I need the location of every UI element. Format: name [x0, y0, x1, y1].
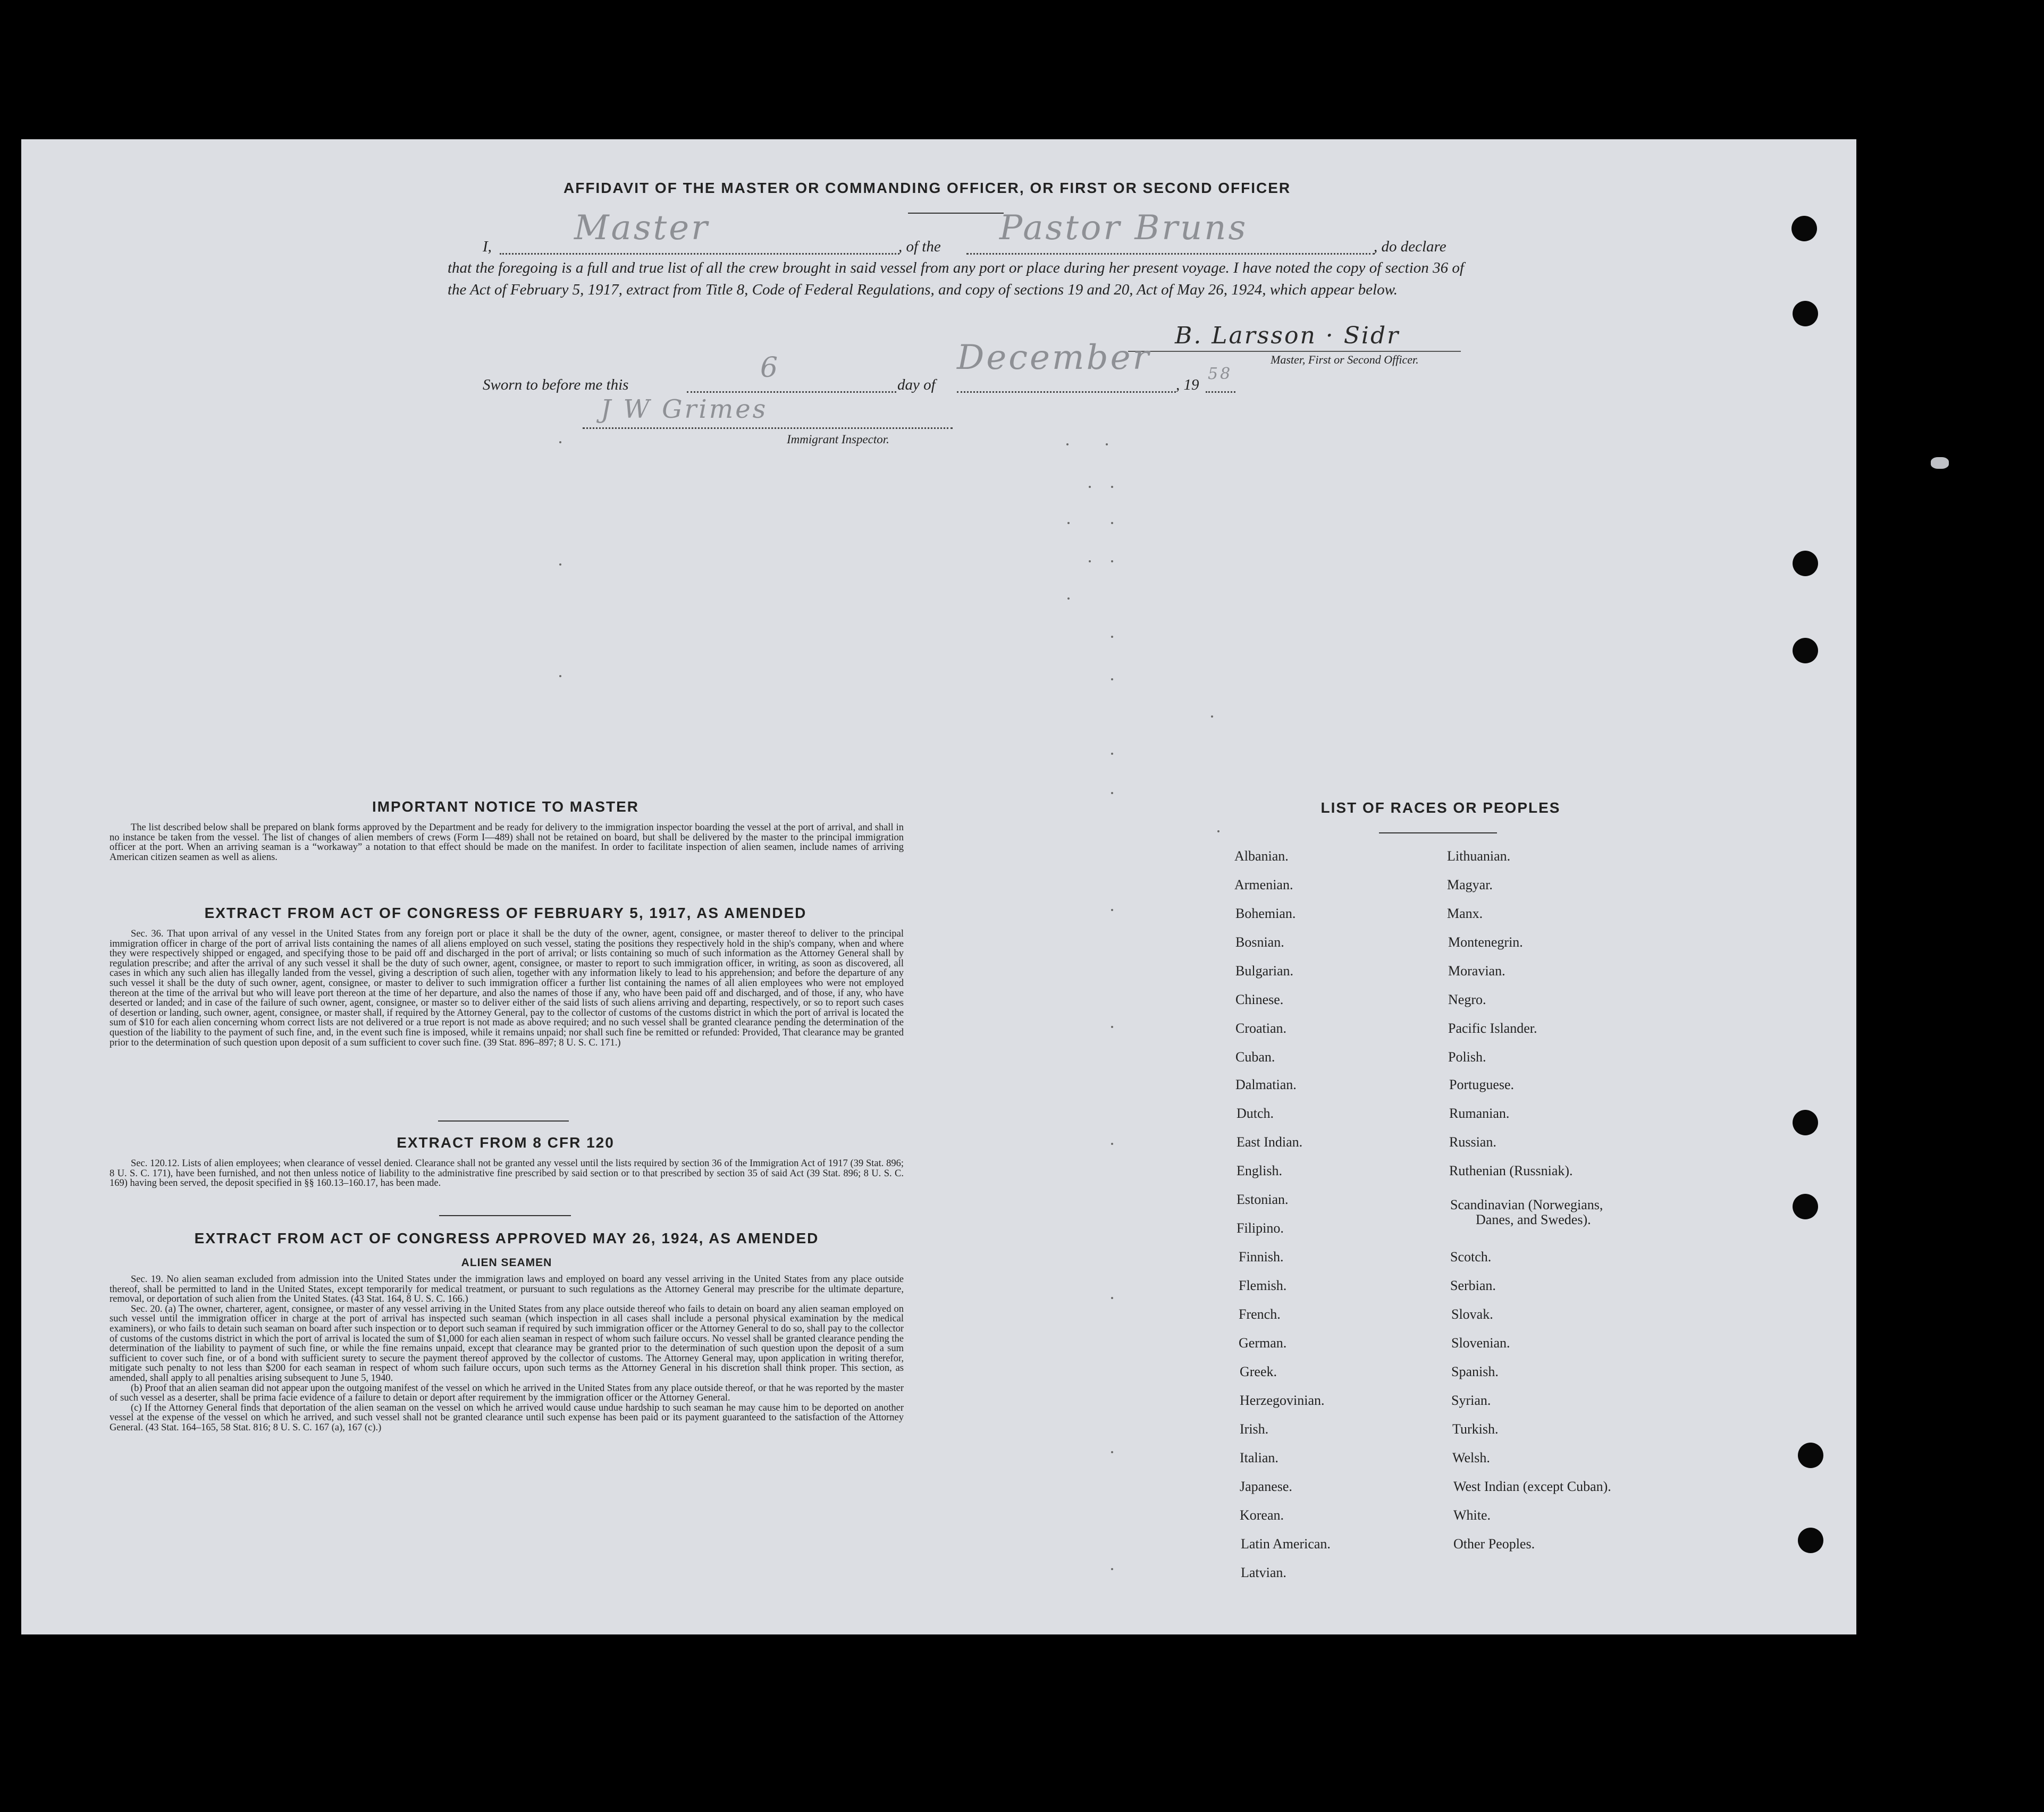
race-item: Slovenian.	[1451, 1335, 1510, 1351]
scan-dot	[1106, 443, 1108, 445]
scan-dot	[1089, 560, 1091, 562]
race-item: Spanish.	[1451, 1364, 1499, 1379]
race-item: Ruthenian (Russniak).	[1449, 1163, 1573, 1178]
race-item: Danes, and Swedes).	[1476, 1212, 1591, 1227]
race-item: French.	[1239, 1307, 1281, 1322]
races-title-divider	[1379, 832, 1497, 833]
punch-hole	[1793, 1110, 1818, 1135]
race-item: Negro.	[1448, 992, 1486, 1007]
handwritten-sworn-month: December	[957, 338, 1151, 377]
master-signature: B. Larsson · Sidr	[1175, 322, 1400, 349]
scan-dot	[1111, 753, 1113, 755]
race-item: Dutch.	[1237, 1106, 1274, 1121]
race-item: Armenian.	[1234, 877, 1293, 892]
notice-title: IMPORTANT NOTICE TO MASTER	[372, 798, 640, 815]
extract-8cfr-title: EXTRACT FROM 8 CFR 120	[397, 1134, 615, 1151]
race-item: Polish.	[1448, 1049, 1486, 1065]
race-item: Turkish.	[1452, 1421, 1499, 1437]
inspector-signature: J W Grimes	[601, 394, 768, 424]
scan-dot	[1111, 560, 1113, 562]
race-item: Flemish.	[1239, 1278, 1287, 1293]
scan-dot	[559, 563, 561, 566]
punch-hole	[1793, 551, 1818, 576]
race-item: Slovak.	[1451, 1307, 1493, 1322]
affidavit-line1-i: I,	[483, 238, 492, 255]
race-item: East Indian.	[1237, 1134, 1303, 1150]
race-item: Estonian.	[1237, 1192, 1289, 1207]
race-item: Bulgarian.	[1235, 963, 1294, 979]
extract-1924-title: EXTRACT FROM ACT OF CONGRESS APPROVED MAY 26, 1924, AS AMENDED	[194, 1230, 819, 1246]
section-divider	[438, 1120, 569, 1122]
race-item: German.	[1239, 1335, 1287, 1351]
extract-8cfr-text	[110, 1159, 904, 1189]
race-item: Irish.	[1240, 1421, 1269, 1437]
section-20b-text: (b) Proof that an alien seaman did not appear upon the outgoing manifest of the vessel on which he arrived in the United States from any place outside thereof, or that he was reported by the master of such vessel as a deserter, shall be prima facie evidence of a failure to detain or deport after requirement by the immigration officer or the Attorney General.	[110, 1383, 904, 1404]
scan-dot	[1066, 443, 1069, 445]
race-item: Portuguese.	[1449, 1077, 1515, 1092]
paper-speck	[1931, 457, 1949, 469]
race-item: Syrian.	[1451, 1393, 1491, 1408]
scan-dot	[1211, 715, 1213, 718]
sworn-day-of: day of	[897, 376, 936, 393]
affidavit-line1-of-the: , of the	[898, 238, 941, 255]
inspector-caption: Immigrant Inspector.	[787, 433, 889, 446]
race-item: Herzegovinian.	[1240, 1393, 1325, 1408]
race-item: Filipino.	[1237, 1220, 1284, 1236]
race-item: White.	[1453, 1507, 1491, 1523]
scan-dot	[1111, 1297, 1113, 1299]
vessel-blank	[966, 253, 1375, 255]
race-item: Montenegrin.	[1448, 934, 1523, 950]
scan-dot	[1111, 522, 1113, 524]
extract-1924-text	[110, 1275, 904, 1433]
handwritten-vessel: Pastor Bruns	[999, 208, 1248, 248]
scan-dot	[1111, 1143, 1113, 1145]
handwritten-sworn-year: 58	[1208, 365, 1233, 383]
affidavit-body: that the foregoing is a full and true list of all the crew brought in said vessel from any port or place during her present voyage. I have noted the copy of section 36 of the Act of February 5, 1917, extract from Title 8, Code of Federal Regulations, and copy of sections 19 and 20, Act of May 26, 1924, which appear below.	[448, 259, 1464, 298]
signature-caption: Master, First or Second Officer.	[1271, 353, 1419, 366]
section-36-text: Sec. 36. That upon arrival of any vessel in the United States from any foreign port or place it shall be the duty of the owner, agent, consignee, or master thereof to deliver to the principal immigration officer in charge of the port of arrival lists containing the names of all aliens employed on such vessel, stating the positions they respectively hold in the ship's company, when and where they were respectively shipped or engaged, and specifying those to be paid off and discharged in the port of arrival; or lists containing so much of such information as the Attorney General shall by regulation prescribe; and after the arrival of any such vessel it shall be the duty of such owner, agent, consignee, or master to report to such immigration officer, in writing, as soon as discovered, all cases in which any such alien has illegally landed from the vessel, giving a description of such alien, together with any information likely to lead to his apprehension; and before the departure of any such vessel it shall be the duty of such owner, agent, consignee, or master to deliver to such immigration officer a further list containing the names of all alien employees who were not employed thereon at the time of the arrival but who will leave port thereon at the time of her departure, and also the names of those if any, who have been paid off and discharged, and of those, if any, who have deserted or landed; and in case of the failure of such owner, agent, consignee, or master so to deliver either of the said lists of such aliens arriving and departing, respectively, or so to report such cases of desertion or landing, such owner, agent, consignee, or master shall, if required by the Attorney General, pay to the collector of customs of the customs district in which the port of arrival is located the sum of $10 for each alien concerning whom correct lists are not delivered or a true report is not made as above required; and no such vessel shall be granted clearance pending the determination of the question of the liability to the payment of such fine, and, in the event such fine is imposed, while it remains unpaid; nor shall such fine be remitted or refunded: Provided, That clearance may be granted prior to the determination of such question upon deposit of a sum sufficient to cover such fine. (39 Stat. 896–897; 8 U. S. C. 171.)	[110, 929, 904, 1048]
race-item: English.	[1237, 1163, 1282, 1178]
punch-hole	[1793, 301, 1818, 326]
race-item: Latvian.	[1241, 1565, 1286, 1580]
scan-dot	[1217, 830, 1219, 832]
affidavit-title: AFFIDAVIT OF THE MASTER OR COMMANDING OFFICER, OR FIRST OR SECOND OFFICER	[563, 180, 1291, 196]
notice-text	[110, 823, 904, 862]
notice-paragraph: The list described below shall be prepared on blank forms approved by the Department and be ready for delivery to the immigration inspector boarding the vessel at the port of arrival, and shall in no instance be taken from the vessel. The list of changes of alien members of crews (Form I—489) shall not be retained on board, but shall be delivered by the master to the principal immigration officer at the port. When an arriving seaman is a “workaway” a notation to that effect should be made on the manifest. In order to facilitate inspection of alien seamen, include names of arriving American citizen seamen as well as aliens.	[110, 822, 904, 863]
section-19-text: Sec. 19. No alien seaman excluded from admission into the United States under the immigration laws and employed on board any vessel arriving in the United States from any place outside thereof, shall be permitted to land in the United States, except temporarily for medical treatment, or pursuant to such regulations as the Attorney General may prescribe for the ultimate departure, removal, or deportation of such alien from the United States. (43 Stat. 164, 8 U. S. C. 166.)	[110, 1274, 904, 1305]
section-divider	[439, 1215, 571, 1216]
scan-dot	[1111, 1451, 1113, 1453]
scan-dot	[1111, 1568, 1113, 1570]
handwritten-sworn-day: 6	[760, 352, 780, 384]
section-20c-text: (c) If the Attorney General finds that deportation of the alien seaman on the vessel on which he arrived would cause undue hardship to such seaman he may cause him to be deported on another vessel at the expense of the vessel on which he arrived, and such vessel shall not be granted clearance until such expense has been paid or its payment guaranteed to the satisfaction of the Attorney General. (43 Stat. 164–165, 58 Stat. 816; 8 U. S. C. 167 (a), 167 (c).)	[110, 1402, 904, 1433]
alien-seamen-subtitle: ALIEN SEAMEN	[461, 1257, 552, 1269]
rank-blank	[500, 253, 899, 255]
race-item: Other Peoples.	[1453, 1536, 1535, 1552]
race-item: Serbian.	[1450, 1278, 1496, 1293]
scan-dot	[1067, 597, 1070, 600]
sworn-month-blank	[957, 391, 1176, 393]
scan-dot	[1111, 678, 1113, 680]
race-item: Japanese.	[1240, 1479, 1292, 1494]
punch-hole	[1793, 1194, 1818, 1219]
race-item: Greek.	[1240, 1364, 1277, 1379]
race-item: Croatian.	[1235, 1021, 1287, 1036]
race-item: Welsh.	[1452, 1450, 1490, 1465]
race-item: Bosnian.	[1235, 934, 1284, 950]
races-title: LIST OF RACES OR PEOPLES	[1320, 799, 1561, 816]
race-item: Chinese.	[1235, 992, 1284, 1007]
section-120-12-text: Sec. 120.12. Lists of alien employees; when clearance of vessel denied. Clearance shall not be granted any vessel until the lists required by section 36 of the Immigration Act of 1917 (39 Stat. 896; 8 U. S. C. 171), have been furnished, and not then unless notice of liability to the administrative fine prescribed by said section or to that prescribed by section 35 of said Act (39 Stat. 896; 8 U. S. C. 169) having been served, the deposit specified in §§ 160.13–160.17, has been made.	[110, 1158, 904, 1189]
scan-dot	[1111, 636, 1113, 638]
race-item: Rumanian.	[1449, 1106, 1510, 1121]
race-item: Manx.	[1447, 906, 1483, 921]
punch-hole	[1798, 1528, 1823, 1553]
race-item: Korean.	[1240, 1507, 1284, 1523]
race-item: Finnish.	[1239, 1249, 1284, 1265]
race-item: West Indian (except Cuban).	[1453, 1479, 1611, 1494]
scan-dot	[559, 441, 561, 443]
sworn-year-prefix: , 19	[1176, 376, 1199, 393]
race-item: Moravian.	[1448, 963, 1505, 979]
scan-dot	[1111, 1026, 1113, 1028]
sworn-year-blank	[1206, 391, 1235, 393]
extract-1917-text	[110, 929, 904, 1048]
race-item: Italian.	[1240, 1450, 1278, 1465]
handwritten-rank: Master	[574, 208, 710, 248]
extract-1917-title: EXTRACT FROM ACT OF CONGRESS OF FEBRUARY 5, 1917, AS AMENDED	[204, 905, 807, 921]
scan-dot	[1089, 486, 1091, 488]
scan-dot	[1111, 792, 1113, 794]
scan-dot	[1111, 486, 1113, 488]
race-item: Latin American.	[1241, 1536, 1331, 1552]
race-item: Pacific Islander.	[1448, 1021, 1537, 1036]
race-item: Dalmatian.	[1235, 1077, 1297, 1092]
punch-hole	[1791, 216, 1817, 241]
title-divider	[908, 213, 1004, 214]
punch-hole	[1798, 1443, 1823, 1468]
scan-dot	[1111, 909, 1113, 911]
sworn-day-blank	[687, 391, 896, 393]
race-item: Cuban.	[1235, 1049, 1275, 1065]
race-item: Russian.	[1449, 1134, 1496, 1150]
race-item: Scandinavian (Norwegians,	[1450, 1197, 1603, 1212]
section-20a-text: Sec. 20. (a) The owner, charterer, agent, consignee, or master of any vessel arriving in the United States from any place outside thereof who fails to detain on board any alien seaman employed on such vessel until the immigration officer in charge at the port of arrival has inspected such seaman (which inspection in all cases shall include a personal physical examination by the medical examiners), or who fails to detain such seaman on board after such inspection or to deport such seaman if required by such immigration officer or the Attorney General to do so, shall pay to the collector of customs of the customs district in which the port of arrival is located the sum of $1,000 for each alien seaman in respect of whom such failure occurs. No vessel shall be granted clearance pending the determination of the liability to payment of such fine, or while the fine remains unpaid, except that clearance may be granted prior to the determination of such question upon the deposit of a sum sufficient to cover such fine, or of a bond with sufficient surety to secure the payment thereof approved by the collector of customs. The Attorney General may, upon application in writing therefor, mitigate such penalty to not less than $200 for each seaman in respect of whom such failure occurs, upon such terms as the Attorney General in his discretion shall think proper. This section, as amended, shall apply to all penalties arising subsequent to June 5, 1940.	[110, 1303, 904, 1384]
scan-dot	[559, 675, 561, 677]
race-item: Bohemian.	[1235, 906, 1296, 921]
punch-hole	[1793, 638, 1818, 663]
affidavit-line1-declare: , do declare	[1374, 238, 1446, 255]
race-item: Albanian.	[1234, 848, 1289, 864]
race-item: Lithuanian.	[1447, 848, 1511, 864]
sworn-text: Sworn to before me this	[483, 376, 629, 393]
race-item: Scotch.	[1450, 1249, 1492, 1265]
race-item: Magyar.	[1447, 877, 1493, 892]
inspector-signature-line	[583, 427, 953, 429]
scan-dot	[1067, 522, 1070, 524]
